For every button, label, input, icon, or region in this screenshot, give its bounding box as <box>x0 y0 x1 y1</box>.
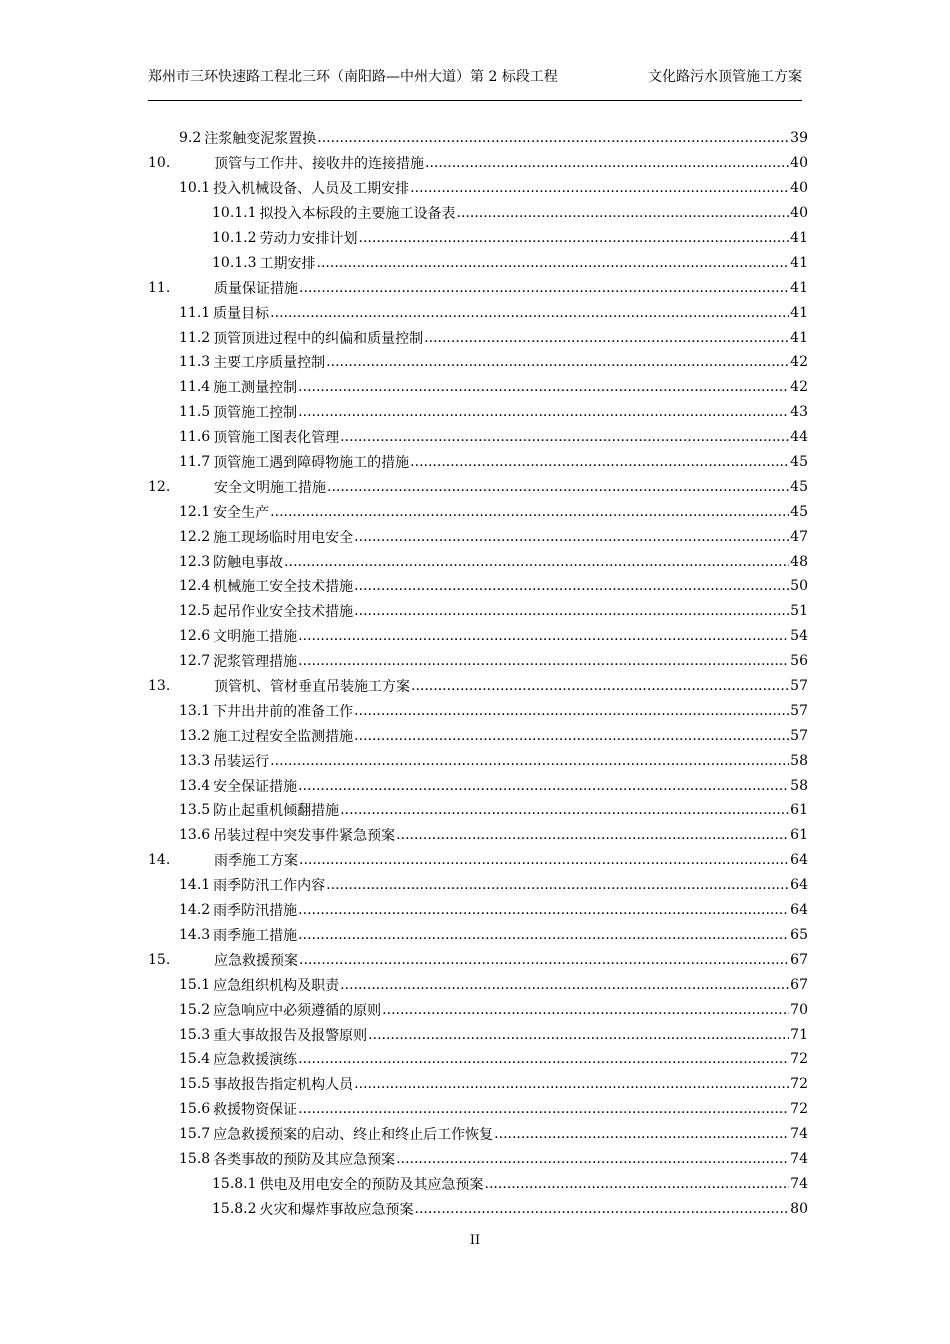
toc-entry-title: 机械施工安全技术措施 <box>213 579 354 596</box>
toc-entry-page: 41 <box>790 304 808 321</box>
toc-entry[interactable] <box>148 898 808 923</box>
toc-entry-number: 15.6 <box>179 1101 211 1118</box>
toc-entry-page: 57 <box>790 702 808 719</box>
toc-entry-page: 56 <box>790 653 808 670</box>
toc-dot-leader <box>382 1002 789 1018</box>
toc-entry[interactable] <box>148 1147 808 1172</box>
toc-entry-number: 12.2 <box>179 528 211 545</box>
toc-entry[interactable] <box>148 1122 808 1147</box>
toc-entry-number: 11.6 <box>179 429 211 446</box>
toc-entry-page: 42 <box>790 379 808 396</box>
toc-entry-number: 12.3 <box>179 553 211 570</box>
toc-entry-number: 15.7 <box>179 1126 211 1143</box>
toc-entry-title: 顶管施工遇到障碍物施工的措施 <box>213 455 410 472</box>
toc-entry[interactable] <box>148 723 808 748</box>
toc-entry-page: 64 <box>790 852 808 869</box>
toc-entry[interactable] <box>148 151 808 176</box>
toc-entry-title: 起吊作业安全技术措施 <box>213 604 354 621</box>
toc-entry-page: 72 <box>790 1076 808 1093</box>
toc-entry[interactable] <box>148 1072 808 1097</box>
toc-entry-title: 质量目标 <box>213 305 270 322</box>
toc-entry-page: 42 <box>790 354 808 371</box>
toc-entry[interactable] <box>148 599 808 624</box>
toc-dot-leader <box>298 927 789 943</box>
toc-entry-number: 15.3 <box>179 1026 211 1043</box>
toc-entry-page: 65 <box>790 926 808 943</box>
toc-dot-leader <box>284 554 789 570</box>
toc-entry-number: 15.8.1 <box>212 1175 257 1192</box>
toc-dot-leader <box>326 354 789 370</box>
toc-entry-number: 11.4 <box>179 379 211 396</box>
toc-entry-page: 58 <box>790 752 808 769</box>
toc-entry-page: 74 <box>790 1175 808 1192</box>
toc-dot-leader <box>340 429 789 445</box>
toc-entry-title: 拟投入本标段的主要施工设备表 <box>259 206 456 223</box>
toc-entry-page: 43 <box>790 404 808 421</box>
toc-dot-leader <box>298 902 789 918</box>
toc-entry[interactable] <box>148 375 808 400</box>
toc-entry-title: 应急救援演练 <box>213 1052 298 1069</box>
toc-entry[interactable] <box>148 126 808 151</box>
toc-entry-number: 15. <box>148 951 171 968</box>
toc-dot-leader <box>299 852 789 868</box>
toc-dot-leader <box>415 1201 790 1217</box>
toc-entry-number: 12.4 <box>179 578 211 595</box>
toc-entry[interactable] <box>148 325 808 350</box>
toc-entry-number: 11.3 <box>179 354 211 371</box>
toc-entry-page: 44 <box>790 429 808 446</box>
toc-dot-leader <box>368 1027 789 1043</box>
toc-entry-page: 39 <box>790 130 808 147</box>
toc-dot-leader <box>354 703 789 719</box>
toc-entry[interactable] <box>148 226 808 251</box>
toc-entry-title: 施工测量控制 <box>213 380 298 397</box>
toc-entry-number: 15.5 <box>179 1076 211 1093</box>
toc-dot-leader <box>270 753 789 769</box>
toc-entry-page: 71 <box>790 1026 808 1043</box>
toc-entry-number: 15.2 <box>179 1001 211 1018</box>
toc-entry[interactable] <box>148 698 808 723</box>
toc-entry-page: 74 <box>790 1126 808 1143</box>
toc-dot-leader <box>354 728 789 744</box>
toc-entry-page: 74 <box>790 1150 808 1167</box>
toc-entry-page: 72 <box>790 1051 808 1068</box>
toc-entry-title: 吊装运行 <box>213 753 270 770</box>
toc-entry-number: 13.4 <box>179 777 211 794</box>
toc-entry-page: 45 <box>790 454 808 471</box>
toc-dot-leader <box>270 305 789 321</box>
toc-entry[interactable] <box>148 923 808 948</box>
toc-entry-number: 12.1 <box>179 503 211 520</box>
toc-dot-leader <box>396 1151 789 1167</box>
toc-entry-title: 雨季防汛措施 <box>213 903 298 920</box>
toc-entry-title: 安全保证措施 <box>213 778 298 795</box>
toc-entry-number: 11. <box>148 279 171 296</box>
toc-entry-number: 11.2 <box>179 329 211 346</box>
toc-entry-title: 供电及用电安全的预防及其应急预案 <box>259 1176 484 1193</box>
toc-entry-title: 重大事故报告及报警原则 <box>213 1027 368 1044</box>
toc-entry[interactable] <box>148 474 808 499</box>
toc-entry-number: 13. <box>148 678 171 695</box>
toc-entry[interactable] <box>148 450 808 475</box>
toc-dot-leader <box>410 180 789 196</box>
toc-entry-title: 注浆触变泥浆置换 <box>204 131 317 148</box>
toc-entry-title: 安全文明施工措施 <box>214 479 326 496</box>
toc-entry[interactable] <box>148 997 808 1022</box>
toc-entry-number: 11.5 <box>179 404 211 421</box>
toc-dot-leader <box>424 330 789 346</box>
toc-dot-leader <box>298 404 789 420</box>
toc-entry-page: 47 <box>790 528 808 545</box>
toc-entry-page: 41 <box>790 279 808 296</box>
toc-entry-title: 救援物资保证 <box>213 1102 298 1119</box>
toc-entry-number: 12.6 <box>179 628 211 645</box>
toc-dot-leader <box>298 778 789 794</box>
toc-dot-leader <box>494 1126 789 1142</box>
toc-entry-title: 质量保证措施 <box>214 280 298 297</box>
toc-dot-leader <box>396 827 789 843</box>
toc-entry[interactable] <box>148 176 808 201</box>
toc-entry-title: 主要工序质量控制 <box>213 355 326 372</box>
toc-entry-number: 15.8 <box>179 1150 211 1167</box>
toc-dot-leader <box>354 603 789 619</box>
toc-entry-number: 14.3 <box>179 926 211 943</box>
toc-dot-leader <box>340 802 789 818</box>
toc-dot-leader <box>410 454 789 470</box>
toc-dot-leader <box>298 628 789 644</box>
toc-entry-number: 11.7 <box>179 454 211 471</box>
toc-entry-number: 10.1.1 <box>212 205 257 222</box>
page-number: II <box>469 1233 481 1248</box>
toc-entry[interactable] <box>148 848 808 873</box>
toc-entry-page: 45 <box>790 478 808 495</box>
toc-entry-number: 15.8.2 <box>212 1200 257 1217</box>
toc-entry[interactable] <box>148 624 808 649</box>
toc-entry[interactable] <box>148 674 808 699</box>
toc-entry-number: 13.3 <box>179 752 211 769</box>
toc-entry[interactable] <box>148 1047 808 1072</box>
toc-dot-leader <box>327 479 789 495</box>
toc-entry-page: 67 <box>790 951 808 968</box>
table-of-contents <box>148 126 808 1221</box>
toc-entry-title: 应急救援预案的启动、终止和终止后工作恢复 <box>213 1127 494 1144</box>
toc-entry-page: 40 <box>790 155 808 172</box>
toc-entry-title: 防触电事故 <box>213 554 284 571</box>
toc-entry-number: 13.2 <box>179 727 211 744</box>
toc-entry-page: 67 <box>790 976 808 993</box>
toc-entry-title: 泥浆管理措施 <box>213 654 298 671</box>
toc-entry-title: 应急组织机构及职责 <box>213 977 340 994</box>
toc-entry-number: 10. <box>148 155 171 172</box>
toc-dot-leader <box>298 1051 789 1067</box>
toc-entry-page: 50 <box>790 578 808 595</box>
toc-entry-title: 吊装过程中突发事件紧急预案 <box>213 828 396 845</box>
toc-entry-page: 64 <box>790 877 808 894</box>
toc-entry-page: 41 <box>790 254 808 271</box>
toc-entry-title: 施工现场临时用电安全 <box>213 529 354 546</box>
toc-entry-page: 58 <box>790 777 808 794</box>
toc-entry-number: 14. <box>148 852 171 869</box>
toc-entry[interactable] <box>148 649 808 674</box>
toc-entry-number: 15.1 <box>179 976 211 993</box>
toc-dot-leader <box>270 504 789 520</box>
page-header <box>148 66 802 101</box>
toc-entry-title: 应急响应中必须遵循的原则 <box>213 1002 382 1019</box>
toc-entry[interactable] <box>148 1022 808 1047</box>
toc-dot-leader <box>457 205 790 221</box>
toc-dot-leader <box>354 578 789 594</box>
toc-entry[interactable] <box>148 425 808 450</box>
toc-dot-leader <box>317 255 790 271</box>
toc-dot-leader <box>354 1076 789 1092</box>
toc-entry-page: 70 <box>790 1001 808 1018</box>
toc-entry-page: 48 <box>790 553 808 570</box>
header-project-title: 郑州市三环快速路工程北三环（南阳路—中州大道）第 2 标段工程 <box>148 69 558 85</box>
toc-dot-leader <box>299 280 789 296</box>
toc-entry-title: 雨季防汛工作内容 <box>213 878 326 895</box>
toc-entry[interactable] <box>148 972 808 997</box>
toc-entry[interactable] <box>148 524 808 549</box>
toc-entry[interactable] <box>148 499 808 524</box>
toc-dot-leader <box>299 952 789 968</box>
toc-entry-page: 40 <box>790 205 808 222</box>
toc-entry-number: 12.5 <box>179 603 211 620</box>
toc-entry-title: 施工过程安全监测措施 <box>213 728 354 745</box>
toc-entry-page: 41 <box>790 329 808 346</box>
toc-entry-title: 安全生产 <box>213 504 270 521</box>
toc-entry-title: 劳动力安排计划 <box>259 231 358 247</box>
toc-entry-page: 41 <box>790 230 808 246</box>
toc-entry-number: 11.1 <box>179 304 211 321</box>
toc-entry-title: 顶管顶进过程中的纠偏和质量控制 <box>213 330 424 347</box>
toc-dot-leader <box>317 130 789 146</box>
toc-entry-title: 顶管施工图表化管理 <box>213 430 340 447</box>
toc-entry-title: 下井出井前的准备工作 <box>213 703 354 720</box>
toc-entry-page: 40 <box>790 180 808 197</box>
toc-entry-title: 应急救援预案 <box>214 952 298 969</box>
toc-entry-page: 51 <box>790 603 808 620</box>
toc-entry-number: 9.2 <box>179 130 202 147</box>
toc-dot-leader <box>298 653 789 669</box>
toc-dot-leader <box>298 1101 789 1117</box>
toc-entry-page: 64 <box>790 902 808 919</box>
toc-entry-title: 工期安排 <box>259 255 316 272</box>
toc-entry-number: 15.4 <box>179 1051 211 1068</box>
toc-entry-number: 13.6 <box>179 827 211 844</box>
toc-entry-number: 13.5 <box>179 802 211 819</box>
toc-entry-number: 13.1 <box>179 702 211 719</box>
toc-entry[interactable] <box>148 549 808 574</box>
toc-dot-leader <box>425 155 789 171</box>
toc-entry-number: 14.2 <box>179 902 211 919</box>
toc-entry-number: 12. <box>148 478 171 495</box>
toc-entry[interactable] <box>148 1196 808 1221</box>
toc-entry-page: 57 <box>790 727 808 744</box>
toc-dot-leader <box>298 379 789 395</box>
toc-entry-number: 10.1 <box>179 180 211 197</box>
header-document-title: 文化路污水顶管施工方案 <box>648 69 802 85</box>
toc-entry-title: 火灾和爆炸事故应急预案 <box>259 1201 414 1218</box>
toc-entry[interactable] <box>148 823 808 848</box>
toc-entry-page: 80 <box>790 1200 808 1217</box>
toc-entry-title: 顶管与工作井、接收井的连接措施 <box>214 156 424 173</box>
toc-dot-leader <box>340 977 789 993</box>
toc-entry-title: 雨季施工方案 <box>214 853 298 870</box>
toc-entry-page: 61 <box>790 827 808 844</box>
toc-dot-leader <box>354 529 789 545</box>
toc-dot-leader <box>359 230 790 246</box>
toc-entry-title: 顶管机、管材垂直吊装施工方案 <box>214 679 410 696</box>
toc-entry-title: 顶管施工控制 <box>213 405 298 422</box>
toc-entry[interactable] <box>148 201 808 226</box>
toc-entry-title: 投入机械设备、人员及工期安排 <box>213 181 410 198</box>
toc-entry-title: 文明施工措施 <box>213 629 298 646</box>
toc-entry[interactable] <box>148 275 808 300</box>
toc-entry-number: 12.7 <box>179 653 211 670</box>
toc-entry[interactable] <box>148 947 808 972</box>
toc-entry[interactable] <box>148 250 808 275</box>
toc-entry-title: 各类事故的预防及其应急预案 <box>213 1151 396 1168</box>
toc-entry[interactable] <box>148 1171 808 1196</box>
toc-dot-leader <box>326 877 789 893</box>
toc-entry-page: 45 <box>790 503 808 520</box>
toc-entry-page: 54 <box>790 628 808 645</box>
toc-entry-number: 10.1.3 <box>212 254 257 271</box>
toc-entry-page: 72 <box>790 1101 808 1118</box>
toc-entry-number: 14.1 <box>179 877 211 894</box>
toc-entry[interactable] <box>148 400 808 425</box>
toc-entry-title: 雨季施工措施 <box>213 927 298 944</box>
toc-entry[interactable] <box>148 574 808 599</box>
toc-entry-page: 61 <box>790 802 808 819</box>
toc-entry[interactable] <box>148 1097 808 1122</box>
toc-entry-page: 57 <box>790 678 808 695</box>
toc-dot-leader <box>485 1176 790 1192</box>
toc-entry[interactable] <box>148 773 808 798</box>
toc-entry[interactable] <box>148 748 808 773</box>
toc-entry-number: 10.1.2 <box>212 230 257 246</box>
toc-dot-leader <box>411 678 789 694</box>
toc-entry-title: 防止起重机倾翻措施 <box>213 803 340 820</box>
toc-entry[interactable] <box>148 350 808 375</box>
toc-entry[interactable] <box>148 798 808 823</box>
toc-entry[interactable] <box>148 873 808 898</box>
toc-entry[interactable] <box>148 300 808 325</box>
toc-entry-title: 事故报告指定机构人员 <box>213 1077 354 1094</box>
